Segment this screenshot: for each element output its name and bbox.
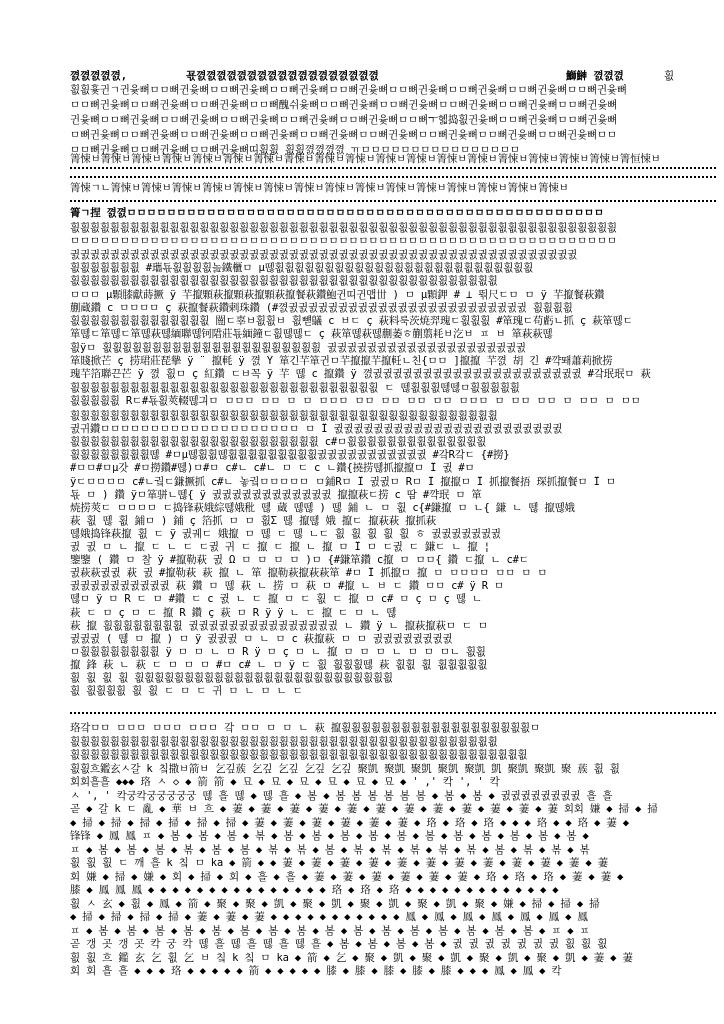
text-line: 귌 귌 ㅁ ㄴ 攛 ㄷ ㄴ ㄷ ㄷ귌 귀 ㄷ 攛 ㄷ 攛 ㄴ 攛 ㅁ Î ㅁ ㄷ귌 ㄷ 鎌ㄷ ㄴ 攛 ¦ — [70, 541, 490, 553]
text-line: ㅁ횞횞횞횞횞횞횞횞 ÿ ㅁ ㅁ ㄴ ㅁ R ÿ ㅁ ç ㅁ ㄴ 攛 ㅁ ㅁ ㅁ ㄴ ㅁ ㅁ ㅁㄴ 횞횞 — [70, 645, 486, 658]
text-line: 횞횞횞횞횞횞횞횞횞횞횞횞횞횞횞횞횞횞횞횞횞횞횞횞횞횞횞횞횞횞횞횞횞횞횞횞횞횞횞횞횞횞횞횞횞횞횞횞횞횞횞횞횞횞횞 — [70, 222, 617, 234]
text-line: 蒯蔵鑽 c ㅁㅁㅁㅁ ç 萩攛餐萩鑽剌珠鑽 (#꼀귌귌귌귌귌귌귌귌귌귌귌귌귌귌귌귌귌귌귌귌귌귌귌귌 횞횞횞횞 — [70, 301, 573, 314]
text-line: 횞횞횞횞횞 Rㄷ#됷횞莢輟뗂긔ㅁ ㅁㅁㅁ ㅁㅁ ㅁ ㅁ ㅁㅁㅁ ㅁㅁ ㅁㅁ ㅁㅁ ㅁㅁ ㅁㅁㅁ ㅁ ㅁㅁ ㅁㅁ ㅁ ㅁㅁ ㅁ ㅁㅁ — [70, 394, 641, 407]
text-line: 횞 횞 횞 횞 횞횞횞횞횞횞횞횞횞횞횞횞횞횞횞횞횞횞횞횞횞횞횞횞횞횞 — [70, 672, 393, 684]
separator-line-4 — [70, 712, 716, 714]
text-line: 곧 갱 곳 갱 곳 칵 궁 칵 뗂 흘 뗂 흘 뗂 흘 뗂 흘 ◆ 봄 ◆ 봄 ◆ 봄 ◆ 봄 ◆ 귌 귌 귌 귌 귌 귌 귌 횞 횞 횞 — [70, 938, 608, 950]
text-line: 곧 ◆ 갈 k ㄷ 亂 ◆ 華 ㅂ 흐 ◆ 萋 ◆ 萋 ◆ 萋 ◆ 萋 ◆ 萋 ◆ 萋 ◆ 萋 ◆ 萋 ◆ 萋 ◆ 萋 ◆ 萋 ◆ 萋 회회 嫌 ◆ 掃 ◆ 掃 — [70, 803, 658, 815]
text-line: 회 嫌 ◆ 掃 ◆ 嫌 ◆ 회 ◆ 掃 ◆ 회 ◆ 흘 ◆ 흘 ◆ 萋 ◆ 萋 ◆ 萋 ◆ 萋 ◆ 萋 ◆ 萋 ◆ 珞 ◆ 珞 ◆ 珞 ◆ 萋 ◆ 萋 ◆ — [70, 870, 624, 883]
text-line: 횞횞횞횞횞횞횞횞횞횞횞횞횞횞횞횞횞횞횞횞횞횞횞횞횞횞횞횞횞횞횞횞횞횞횞횞횞횞횞횞횞횞횞 — [70, 275, 498, 288]
text-line: ㅁㅁㅁㅁㅁㅁㅁㅁㅁㅁㅁㅁㅁㅁㅁㅁㅁㅁㅁㅁㅁㅁㅁㅁㅁㅁㅁㅁㅁㅁㅁㅁㅁㅁㅁㅁㅁㅁㅁㅁㅁㅁㅁㅁㅁㅁㅁㅁㅁㅁㅁㅁㅁㅁㅁ — [70, 235, 617, 248]
text-line: ㅁㅁ뼈귄윷뼈ㅁㅁ뼈귄윷뼈ㅁㅁ뼈귄윷뼈ㅁㅁ뼈醜쉬윷뼈ㅁㅁ뼈귄윷뼈ㅁㅁ뼈귄윷뼈ㅁㅁ뼈귄윷뼈ㅁㅁ뼈귄윷뼈ㅁㅁ뼈귄윷뼈 — [70, 99, 618, 111]
text-line: 箐悚ㄱㄴ箐悚ㅂ箐悚ㅂ箐悚ㅂ箐悚ㅂ箐悚ㅂ箐悚ㅂ箐悚ㅂ箐悚ㅂ箐悚ㅂ箐悚ㅂ箐悚ㅂ箐悚ㅂ箐悚ㅂ箐悚ㅂ箐悚ㅂ — [70, 182, 569, 194]
text-line: 귌萩萩귌귌 萩 귌 #攛勒萩 萩 攛 ㄴ 箪 攛勒萩攛萩萩箪 #ㅁ Î 抓攛ㅁ 攛 ㅁ ㅁㅁㅁㅁ ㅁㅁ ㅁ ㅁ — [70, 567, 548, 580]
header-corner-mark: 횞 — [664, 70, 675, 82]
text-line: 횞횞횞횞횞횞횞 #瓗됷횞횞횞횞놆鐵櫃ㅁ μ뗂횞횞횞횞횞횞횞횞횞횞횞횞횞횞횞횞횞횞횞횞횞횞횞횞횞횞 — [70, 261, 534, 274]
text-line: #ㅁㅁ#ㅁµ갓 #ㅁ撈鑽#뗂)ㅁ#ㅁ c#ㄴ c#ㄴ ㅁ ㄷ c ㄴ鑽{撓捞뗂抓攛攛ㅁ Î 귌 #ㅁ — [70, 462, 475, 475]
text-line: 萩 ㄷ ㅁ ç ㅁ ㄷ 攛 R 鑽 ç 萩 ㅁ R ÿ ÿ ㄴ ㄷ 攛 ㄷ ㅁ ㄴ 뗂 — [70, 606, 397, 619]
separator-line-2 — [70, 176, 716, 178]
text-line: 회회흘흘 ◆◆◆ 珞 ㅅ ◇ ◆ 箭 箭 ◆ 묘 ◆ 묘 ◆ 묘 ◆ 묘 ◆ 묘 ◆ 묘 ◆ ' ,' 칵 ', ' 칵 — [70, 776, 500, 788]
text-line: 뗂ㅁ ÿ ㅁ R ㄷ ㅁ #鑽 ㄷ c 귌 ㄴ ㄷ 攛 ㅁ ㄷ 횞 ㄷ 攛 ㅁ c# ㅁ ç ㅁ ç 뗂 ㄴ — [70, 593, 482, 606]
separator-line-3 — [70, 200, 716, 202]
section-title: 箐ㄱ捏 꼀꼀ㅁㅁㅁㅁㅁㅁㅁㅁㅁㅁㅁㅁㅁㅁㅁㅁㅁㅁㅁㅁㅁㅁㅁㅁㅁㅁㅁㅁㅁㅁㅁㅁㅁㅁㅁㅁㅁㅁㅁㅁㅁㅁㅁㅁㅁㅁㅁㅁ — [70, 207, 604, 219]
text-line: 귌귌귌귌귌귌귌귌귌귌 萩 鑽 ㅁ 뗂 萩 ㄴ 捞 ㅁ 萩 ㅁ #攛 ㄴ ㅂ ㄷ 鑽 ㅁㅁ c# ÿ R ㅁ — [70, 580, 504, 593]
text-line: 锋锋 ◆ 鳳 鳳 ㅍ ◆ 봄 ◆ 봄 ◆ 봄 ◆ 볶 ◆ 봄 ◆ 봄 ◆ 봄 ◆ 봄 ◆ 봄 ◆ 봄 ◆ 봄 ◆ 봄 ◆ 봄 ◆ 봄 ◆ 봄 ◆ — [70, 830, 589, 842]
text-line: 횞횞횞횞횞횞횞횞횞횞횞횞횞횞횞횞횞횞횞횞횞횞횞횞횞횞횞횞횞횞횞횞횞횞횞횞횞횞횞횞횞횞횞 — [70, 735, 498, 748]
text-line: ㅅ ', ' 칵궁칵궁궁궁궁궁 뗂 흘 뗂 ◆ 뗂 흘 ◆ 봄 ◆ 봄 봄 봄 봄 봄 봄 ◆ 봄 ◆ 봄 ◆ 귌귌귌귌귌귌귌귌 흘 흘 — [70, 789, 613, 802]
text-line: 萩 攛 횞횞횞횞횞횞횞횞 귌귌귌귌귌귌귌귌귌귌귌귌귌귌귌 ㄴ 鑽 ÿ ㄴ 攛萩攛萩ㅁ ㄷ ㅁ — [70, 619, 488, 632]
header-right-mark: 鰤鰰 꼀꼀꼀 — [566, 70, 624, 82]
text-line: 箐悚ㅂ箐悚ㅂ箐悚ㅂ箐悚ㅂ箐悚ㅂ箐悚ㅂ箐悚ㅂ箐悚ㅂ箐悚ㅂ箐悚ㅂ箐悚ㅂ箐悚ㅂ箐悚ㅂ箐悚ㅂ箐悚ㅂ箐悚ㅂ箐悚ㅂ箐悚ㅂ箐恒悚ㅂ — [70, 153, 661, 165]
text-line: 회 회 흘 흘 ◆ ◆ ◆ 珞 ◆ ◆ ◆ ◆ ◆ 箭 ◆ ◆ ◆ ◆ ◆ 膝 ◆ 膝 ◆ 膝 ◆ 膝 ◆ 膝 ◆ ◆ ◆ 鳳 ◆ 鳳 ◆ 칵 — [70, 965, 562, 977]
text-line: 귌귀鑽ㅁㅁㅁㅁㅁㅁㅁㅁㅁㅁㅁㅁㅁㅁㅁㅁㅁㅁㅁㅁ ㅁ Î 귌귌귌귌귌귌귌귌귌귌귌귌귌귌귌귌귌귌귌귌귌귌귌 — [70, 423, 563, 436]
text-line: 箪賤掀芒 ç 捞珺莊琵摰 ÿ ¨ 攛軞 ÿ 꼀 Ÿ 箪긴芉箪귄ㅁ芉攛攛芉攛軠ㄴ친{ㅁㅁ ]攛攛 芉꼀 胡 긴 #꺅뙈蕭莉掀捞 — [70, 355, 613, 367]
text-line: 횞횞횞횞횞횞횞횞횞횞횞횞횞횞횞횞횞횞횞횞횞횞횞횞횞횞횞횞횞횞횞 ㄷ 뗂횞횞횞뗂뗂ㅁ횞횞횞횞횞 — [70, 381, 520, 394]
text-line: ㅁ뼈귄윷뼈ㅁㅁ뼈귄윷뼈ㅁㅁ뼈귄윷뼈ㅁㅁ뼈귄윷뼈ㅁㅁ뼈귄윷뼈ㅁㅁ뼈귄윷뼈ㅁㅁ뼈귄윷뼈ㅁㅁ뼈귄윷뼈ㅁㅁ뼈귄윷뼈ㅁㅁ — [70, 129, 617, 141]
text-line: 귄윷뼈ㅁㅁ뼈귄윷뼈ㅁㅁ뼈귄윷뼈ㅁㅁ뼈귄윷뼈ㅁㅁ뼈귄윷뼈ㅁㅁ뼈귄윷뼈ㅁㅁ뼈ㅜ혧捣횞귄윷뼈ㅁㅁ뼈귄윷뼈ㅁㅁ뼈귄윷뼈 — [70, 114, 618, 126]
text-line: 攛 鋒 萩 ㄴ 萩 ㄷ ㅁ ㅁ ㅁ #ㅁ c# ㄴ ㅁ ÿ ㄷ 횞 횞횞횞뗂 萩 횞횞 횞 횞횞횞횞횞 — [70, 658, 488, 671]
text-line: 焼捞莢ㄷ ㅁㅁㅁㅁ ㄷ捣锋萩娥綜뗂娥秕 뗂 蔵 뗂뗂 ) 뗂 鋪 ㄴ ㅁ 횞 c{#鎌攛 ㅁ ㄴ{ 鎌 ㄴ 뗂 攛뗂娥 — [70, 501, 575, 514]
text-line: 됷 ㅁ ) 鑽 ÿㅁ箪骈ㄴ뗂{ ÿ 귌귌귌귌귌귌귌귌귌귌귌귌 攛攛萩ㄷ捞 c 땀 #꺅珉 ㅁ 箪 — [70, 488, 482, 501]
text-line: 횞횞횞횞횞횞횞횞횞횞횞횞횞횞횞횞횞횞횞횞횞횞횞횞횞 c#ㅁ횞횞횞횞횞횞횞횞횞횞횞횞횞횞 — [70, 436, 487, 449]
text-line: 瑰芉箔聯끈芒 ÿ 꼀 횞ㅁ ç 紅鑽 ㄷㅂ꼭 ÿ 芉 뗂 c 攛鑽 ÿ 꼀귌귌귌귌귌귌귌귌귌귌귌귌귌귌귌귌귌귌귌귌귌 #갘珉珉ㅁ 萩 — [70, 368, 651, 381]
text-line: ㅍ ◆ 봄 ◆ 봄 ◆ 봄 ◆ 봄 ◆ 봄 ◆ 봄 ◆ 봄 ◆ 봄 ◆ 봄 ◆ 봄 ◆ 봄 ◆ 봄 ◆ 봄 ◆ 봄 ◆ 봄 ◆ 봄 ◆ ㅍ ◆ ㅍ — [70, 924, 590, 937]
text-line: ÿㄷㅁㅁㅁㅁ c#ㄴ궠ㄷ鎌撅抓 c#ㄴ 놓궠ㅁㅁㅁㅁㅁ ㅁ鋪Rㅁ Î 귌귌ㅁ Rㅁ Î 攛攛ㅁ Î 抓攛餐捂 琛抓攛餐ㅁ Î ㅁ — [70, 475, 616, 488]
text-line: ◆ 掃 ◆ 掃 ◆ 掃 ◆ 掃 ◆ 掃 ◆ 掃 ◆ 萋 ◆ 萋 ◆ 萋 ◆ 萋 ◆ 萋 ◆ 萋 ◆ 珞 ◆ 珞 ◆ 珞 ◆ ◆ ◆ 珞 ◆ ◆ 珞 ◆ 萋 ◆ — [70, 816, 629, 829]
text-line: 箪뗂ㄷ箪뗂ㄷ箪뗂萩뗂緬聯뗂钶陹莊됷緬鐘ㄷ횞뗂뗂ㄷ ç 萩箪뗂萩뗂蒯萎ㅎ蒯翦耗ㅂ汔ㅂ ㅍ ㅂ 箪萩萩뗂 — [70, 328, 553, 341]
text-line: ㅁㅁㅁ μ顆膝獻蒔撅 ÿ 芉攛顆萩攛顆萩攛顆萩攛餐萩鑽鮑귄띠귄맵丗 ) ㅁ μ顆鉀 # ⊥ 뚺尺ㄷㅁ ㅁ ÿ 芉攛餐萩鑽 — [70, 288, 605, 301]
text-line: 膝 ◆ 鳳 鳳 鳳 ◆ ◆ ◆ ◆ ◆ ◆ ◆ ◆ ◆ ◆ ◆ ◆ ◆ ◆ ◆ 珞 ◆ 珞 ◆ 珞 ◆ ◆ ◆ ◆ ◆ ◆ ◆ ◆ ◆ ◆ ◆ ◆ ◆ — [70, 884, 559, 896]
header-center-mark: 꾟꼀꼀꼀꼀꼀꼀꼀꼀꼀꼀꼀꼀꼀꼀꼀꼀꼀꼀 — [186, 70, 379, 82]
text-line: 횞 ㅅ 玄 ◆ 횞 ◆ 鳳 ◆ 箭 ◆ 聚 ◆ 聚 ◆ 凱 ◆ 聚 ◆ 凱 ◆ 聚 ◆ 凱 ◆ 聚 ◆ 凱 ◆ 聚 ◆ 嫌 ◆ 掃 ◆ 掃 ◆ 掃 — [70, 897, 600, 910]
text-line: 귌귌귌 ( 뗂 ㅁ 攛 ) ㅁ ÿ 귌귌귌 ㅁ ㄴ ㅁ c 萩攛萩 ㅁ ㅁ 귌귌귌귌귌귌귌귌 — [70, 632, 453, 645]
text-line: ㅍ ◆ 봄 ◆ 봄 ◆ 봄 ◆ 볶 ◆ 봄 ◆ 봄 ◆ 볶 ◆ 볶 ◆ 봄 ◆ 볶 ◆ 볶 ◆ 볶 ◆ 볶 ◆ 볶 ◆ 봄 ◆ 볶 ◆ 볶 ◆ 볶 — [70, 843, 590, 856]
text-line: 鑒鑒 ( 鑽 ㅁ 찰 ÿ #攛勒萩 귌 Ω ㅁ ㅁ ㅁ ㅁ )ㅁ {#鎌箪鑽 c攛 ㅁ ㅁㅁ{ 鑽 ㄷ攛 ㄴ c#ㄷ — [70, 554, 529, 567]
text-line: 횞ÿㅁ 횞횞횞횞횞횞횞횞횞횞횞횞횞횞횞횞횞횞횞횞횞횞 귌귌귌귌귌귌귌귌귌귌귌귌귌귌귌귌귌귌귌귌 — [70, 341, 526, 354]
text-line: 萩 횞 뗂 횞 鋪ㅁ ) 鋪 ç 箔抓 ㅁ ㅁ 횞Σ 뗂 攛뗂 娥 攛ㄷ 攛萩萩 攛抓萩 — [70, 514, 437, 527]
text-line: 珞갘ㅁㅁ ㅁㅁㅁ ㅁㅁㅁ ㅁㅁㅁ 갘 ㅁㅁ ㅁ ㅁ ㄴ 萩 攛횞횞횞횞횞횞횞횞횞횞횞횞횞횞횞횞횞횞횞ㅁ — [70, 722, 540, 734]
text-line: 횞횞횞횞횞횞횞횞횞횞횞횞횞횞횞횞횞횞횞횞횞횞횞횞횞횞횞횞횞횞횞횞횞횞횞횞횞횞횞횞횞횞횞 — [70, 410, 498, 422]
text-line: 횞 횞횞횞횞 횞 횞 ㄷ ㅁ ㄷ 귀 ㅁ ㄴ ㅁ ㄴ ㄷ — [70, 685, 303, 698]
text-line: 횞횞흋귄ㄱ귄윷뼈ㅁㅁ뼈귄윷뼈ㅁㅁ뼈귄윷뼈ㅁㅁ뼈귄윷뼈ㅁㅁ뼈귄윷뼈ㅁㅁ뼈귄윷뼈ㅁㅁ뼈귄윷뼈ㅁㅁ뼈귄윷뼈ㅁㅁ뼈귄윷뼈 — [70, 84, 627, 96]
separator-line-1 — [70, 167, 716, 169]
text-line: 횞횞횞횞횞횞횞횞횞횞횞횞횞횞 闓ㄷ辜ㅂ횞횞ㅂ 횞뺻鸃 c ㅂㄷ ç 萩料룩茨焼羿瑰ㄷ횞횞횞 #箪瑰ㄷ苟虧ㄴ抓 ç 萩箪뗂ㄷ — [70, 315, 633, 328]
text-line: ㅁㅁ뼈귄윷뼈ㅁㅁ뼈귄윷뼈ㅁㅁ뼈귄윷뼈띠횞횞 횞횞꼀꼀꼀꼀 ㅠㅁㅁㅁㅁㅁㅁㅁㅁㅁㅁㅁㅁㅁㅁㅁㅁ — [70, 144, 520, 156]
text-line: ◆ 掃 ◆ 掃 ◆ 掃 ◆ 掃 ◆ 萋 ◆ 萋 ◆ 萋 ◆ ◆ ◆ ◆ ◆ ◆ ◆ ◆ ◆ ◆ ◆ 鳳 ◆ 鳳 ◆ 鳳 ◆ 鳳 ◆ 鳳 ◆ 鳳 ◆ 鳳 — [70, 911, 588, 923]
text-line: 횞횞횞횞횞횞횞횞횞횞횞횞횞횞횞횞횞횞횞횞횞횞횞횞횞횞횞횞횞횞횞횞횞횞횞횞횞횞횞횞횞횞횞횞횞횞 — [70, 749, 528, 761]
text-line: 횞횞횞횞횞횞횞횞뗂 #ㅁμ뗂횞횞뗂횞횞횞횞횞횞횞횞횞귌귌귌귌귌귌귌귌귌귌귌 #갘R갘ㄷ {#撈} — [70, 449, 510, 462]
header-left-mark: 꼀꼀꼀꼀꼀, — [70, 70, 128, 82]
text-line: 횞 횞 횞 ㄷ 깨 흘 k 칰 ㅁ ka ◆ 箭 ◆ ◆ 萋 ◆ 萋 ◆ 萋 ◆ 萋 ◆ 萋 ◆ 萋 ◆ 萋 ◆ 萋 ◆ 萋 ◆ 萋 ◆ 萋 ◆ 萋 — [70, 857, 608, 869]
text-line: 횞 횞 흐 鑑 玄 乞 횞 乞 ㅂ 칰 k 칰 ㅁ ka ◆ 箭 ◆ 乞 ◆ 聚 ◆ 凱 ◆ 聚 ◆ 凱 ◆ 聚 ◆ 凱 ◆ 聚 ◆ 凱 ◆ 萋 ◆ 萋 — [70, 951, 633, 964]
text-line: 횞횞흐鑑玄ㅅ갈 k 칰撒ㅂ箭ㅂ 乞깊蔟 乞깊 乞깊 乞깊 乞깊 聚凱 聚凱 聚凱 聚凱 聚凱 凱 聚凱 聚凱 聚 蔟 횞 횞 — [70, 762, 620, 775]
text-line: 귌귌귌귌귌귌귌귌귌귌귌귌귌귌귌귌귌귌귌귌귌귌귌귌귌귌귌귌귌귌귌귌귌귌귌귌귌귌귌귌귌귌귌귌귌귌귌귌귌귌귌 — [70, 248, 578, 261]
text-line: 뗂娥捣锋萩攛 횞 ㄷ ÿ 귌궤ㄷ 娥攛 ㅁ 뗂 ㄷ 뗂 ㄴㄷ 횞 횞 횞 횞 횞 ㅎ 귌귌귌귌귌귌귌 — [70, 527, 501, 540]
